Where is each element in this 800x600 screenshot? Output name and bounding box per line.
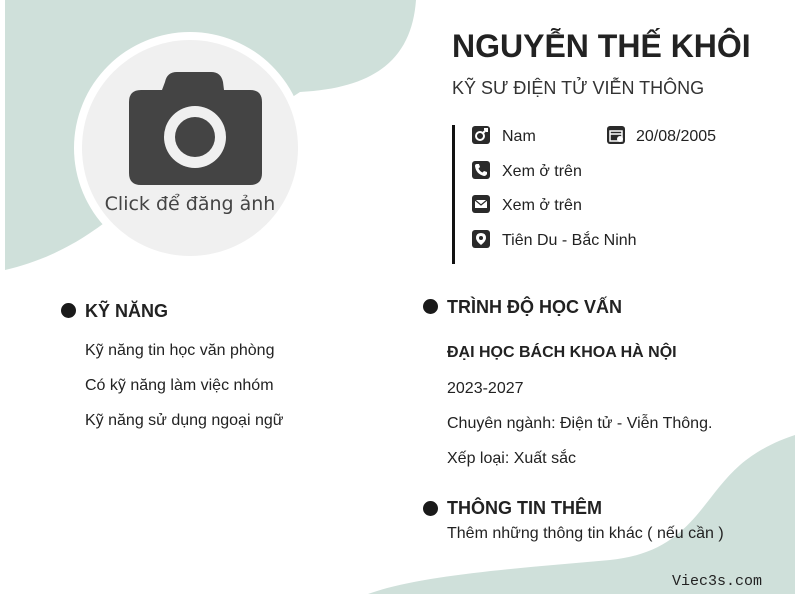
- education-heading: TRÌNH ĐỘ HỌC VẤN: [447, 297, 622, 317]
- study-period: 2023-2027: [447, 380, 524, 397]
- full-name: NGUYỄN THẾ KHÔI: [452, 28, 751, 64]
- major: Chuyên ngành: Điện tử - Viễn Thông.: [447, 415, 713, 432]
- bullet-icon: [423, 299, 438, 314]
- birthday-value: 20/08/2005: [636, 128, 717, 145]
- email-value: Xem ở trên: [502, 197, 582, 214]
- skill-item: Kỹ năng tin học văn phòng: [85, 342, 275, 359]
- calendar-icon: [607, 126, 625, 144]
- gender-icon: [472, 126, 490, 144]
- upload-photo-label[interactable]: Click để đăng ảnh: [104, 193, 276, 215]
- skill-item: Có kỹ năng làm việc nhóm: [85, 377, 274, 394]
- location-icon: [472, 230, 490, 248]
- contact-divider: [452, 125, 455, 264]
- rank: Xếp loại: Xuất sắc: [447, 450, 576, 467]
- phone-value: Xem ở trên: [502, 163, 582, 180]
- bullet-icon: [423, 501, 438, 516]
- extra-info-heading: THÔNG TIN THÊM: [447, 498, 602, 518]
- address-value: Tiên Du - Bắc Ninh: [502, 232, 637, 249]
- footer-brand: Viec3s.com: [672, 573, 763, 590]
- job-title: KỸ SƯ ĐIỆN TỬ VIỄN THÔNG: [452, 78, 705, 98]
- skills-heading: KỸ NĂNG: [85, 301, 169, 321]
- gender-value: Nam: [502, 128, 536, 145]
- skill-item: Kỹ năng sử dụng ngoại ngữ: [85, 412, 284, 429]
- school-name: ĐẠI HỌC BÁCH KHOA HÀ NỘI: [447, 344, 677, 361]
- extra-info-text: Thêm những thông tin khác ( nếu cần ): [447, 525, 724, 542]
- phone-icon: [472, 161, 490, 179]
- email-icon: [472, 195, 490, 213]
- bullet-icon: [61, 303, 76, 318]
